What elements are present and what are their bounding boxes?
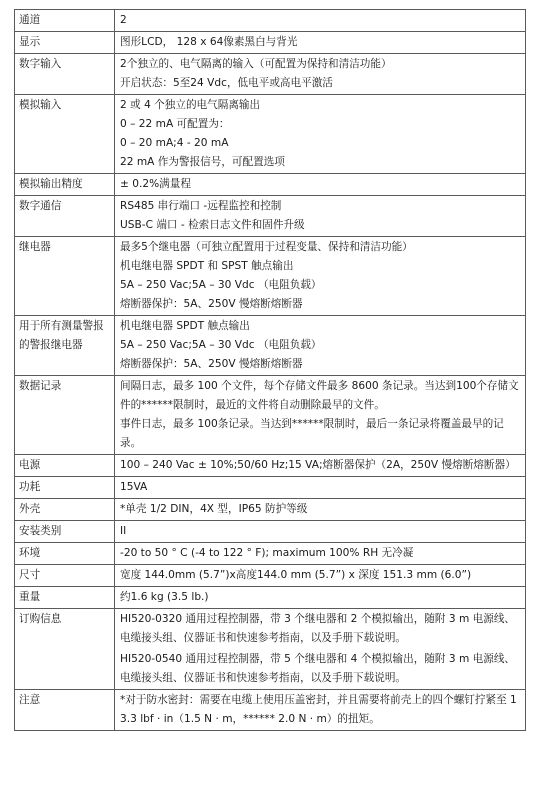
- label-alarm-relay: [15, 316, 115, 376]
- value-line: 图形LCD， 128 x 64像素黑白与背光: [120, 36, 298, 48]
- value-line: 熔断器保护：5A、250V 慢熔断熔断器: [120, 358, 303, 370]
- row-weight: [15, 587, 526, 609]
- row-digital-communication: [15, 196, 526, 237]
- row-power-supply: [15, 455, 526, 477]
- value-paragraph: 100 – 240 Vac ± 10%;50/60 Hz;15 VA;熔断器保护（2A，250V 慢熔断熔断器）: [120, 459, 516, 471]
- row-note: [15, 690, 526, 731]
- value-power-supply: [115, 455, 526, 477]
- spec-sheet: [14, 9, 525, 731]
- specification-table-body: [15, 10, 526, 731]
- label-relays: 继电器: [15, 237, 115, 316]
- label-environment: 环境: [15, 543, 115, 565]
- value-paragraph: HI520-0320 通用过程控制器，带 3 个继电器和 2 个模拟输出，随附 3 m 电源线、电缆接头组、仪器证书和快速参考指南，以及手册下载说明。: [120, 613, 516, 644]
- value-line: 开启状态：5至24 Vdc，低电平或高电平激活: [120, 77, 333, 89]
- value-power-consumption: [115, 477, 526, 499]
- label-weight: 重量: [15, 587, 115, 609]
- value-line: *单壳 1/2 DIN，4X 型，IP65 防护等级: [120, 503, 308, 515]
- row-channels: [15, 10, 526, 32]
- value-line: 0 – 22 mA 可配置为：: [120, 118, 230, 130]
- row-data-logging: [15, 376, 526, 455]
- value-dimensions: [115, 565, 526, 587]
- row-alarm-relay: [15, 316, 526, 376]
- row-dimensions: [15, 565, 526, 587]
- value-paragraph: 事件日志，最多 100条记录。当达到******限制时，最后一条记录将覆盖最早的记录。: [120, 418, 504, 449]
- label-note: 注意: [15, 690, 115, 731]
- row-analog-output-accuracy: [15, 174, 526, 196]
- value-enclosure: [115, 499, 526, 521]
- label-channels: 通道: [15, 10, 115, 32]
- row-power-consumption: [15, 477, 526, 499]
- value-line: USB-C 端口 - 检索日志文件和固件升级: [120, 219, 305, 231]
- value-line: 机电继电器 SPDT 触点输出: [120, 320, 250, 332]
- value-paragraph: HI520-0540 通用过程控制器，带 5 个继电器和 4 个模拟输出，随附 3 m 电源线、电缆接头组、仪器证书和快速参考指南，以及手册下载说明。: [120, 653, 516, 684]
- value-line: ± 0.2%满量程: [120, 178, 191, 190]
- value-display: [115, 32, 526, 54]
- value-digital-input: [115, 54, 526, 95]
- value-note: [115, 690, 526, 731]
- row-display: [15, 32, 526, 54]
- label-ordering-info: 订购信息: [15, 609, 115, 690]
- value-line: 15VA: [120, 481, 148, 493]
- value-data-logging: [115, 376, 526, 455]
- label-power-consumption: 功耗: [15, 477, 115, 499]
- value-line: 0 – 20 mA;4 - 20 mA: [120, 137, 229, 149]
- value-paragraph: 间隔日志，最多 100 个文件，每个存储文件最多 8600 条记录。当达到100个存储文件的******限制时，最近的文件将自动删除最早的文件。: [120, 380, 519, 411]
- label-digital-input: 数字输入: [15, 54, 115, 95]
- label-analog-output-accuracy: 模拟输出精度: [15, 174, 115, 196]
- value-line: 2个独立的、电气隔离的输入（可配置为保持和清洁功能）: [120, 58, 392, 70]
- label-installation-category: 安装类别: [15, 521, 115, 543]
- value-line: 最多5个继电器（可独立配置用于过程变量、保持和清洁功能）: [120, 241, 413, 253]
- specification-table: [14, 9, 526, 731]
- value-line: -20 to 50 ° C (-4 to 122 ° F); maximum 100% RH 无冷凝: [120, 547, 414, 559]
- row-ordering-info: [15, 609, 526, 690]
- value-analog-input: [115, 95, 526, 174]
- value-line: 5A – 250 Vac;5A – 30 Vdc （电阻负载）: [120, 279, 322, 291]
- value-line: 2 或 4 个独立的电气隔离输出: [120, 99, 261, 111]
- row-installation-category: [15, 521, 526, 543]
- label-text: 用于所有测量警报的警报继电器: [19, 320, 104, 351]
- label-enclosure: 外壳: [15, 499, 115, 521]
- value-channels: [115, 10, 526, 32]
- value-line: 22 mA 作为警报信号，可配置选项: [120, 156, 285, 168]
- value-line: RS485 串行端口 -远程监控和控制: [120, 200, 282, 212]
- row-digital-input: [15, 54, 526, 95]
- label-power-supply: 电源: [15, 455, 115, 477]
- value-digital-communication: [115, 196, 526, 237]
- label-dimensions: 尺寸: [15, 565, 115, 587]
- row-enclosure: [15, 499, 526, 521]
- label-display: 显示: [15, 32, 115, 54]
- value-installation-category: [115, 521, 526, 543]
- value-ordering-info: [115, 609, 526, 690]
- value-line: 2: [120, 14, 127, 26]
- value-line: 约1.6 kg (3.5 lb.): [120, 591, 209, 603]
- value-environment: [115, 543, 526, 565]
- value-weight: [115, 587, 526, 609]
- row-analog-input: [15, 95, 526, 174]
- label-digital-communication: 数字通信: [15, 196, 115, 237]
- value-line: 机电继电器 SPDT 和 SPST 触点输出: [120, 260, 294, 272]
- value-alarm-relay: [115, 316, 526, 376]
- label-data-logging: 数据记录: [15, 376, 115, 455]
- value-line: II: [120, 525, 127, 537]
- value-analog-output-accuracy: [115, 174, 526, 196]
- row-relays: [15, 237, 526, 316]
- value-line: 5A – 250 Vac;5A – 30 Vdc （电阻负载）: [120, 339, 322, 351]
- value-line: 熔断器保护：5A、250V 慢熔断熔断器: [120, 298, 303, 310]
- value-paragraph: *对于防水密封：需要在电缆上使用压盖密封，并且需要将前壳上的四个螺钉拧紧至 13.3 lbf · in（1.5 N · m，****** 2.0 N · m）的扭矩。: [120, 694, 517, 725]
- row-environment: [15, 543, 526, 565]
- label-analog-input: 模拟输入: [15, 95, 115, 174]
- value-line: 宽度 144.0mm (5.7”)x高度144.0 mm (5.7”) x 深度 151.3 mm (6.0”): [120, 569, 472, 581]
- value-relays: [115, 237, 526, 316]
